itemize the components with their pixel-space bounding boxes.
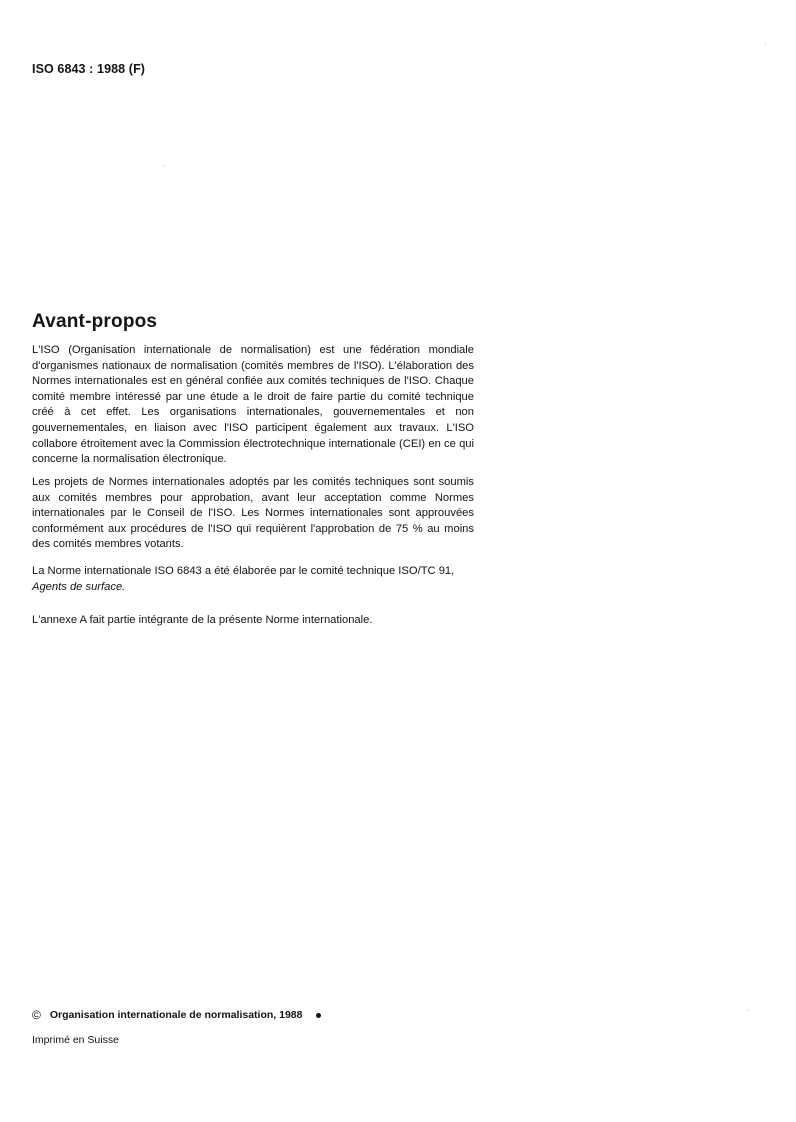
foreword-paragraph-4: L'annexe A fait partie intégrante de la présente Norme internationale.	[32, 614, 373, 626]
foreword-paragraph-3	[32, 564, 474, 595]
bullet-icon	[316, 1013, 321, 1018]
copyright-icon: ©	[32, 1008, 41, 1022]
printed-in: Imprimé en Suisse	[32, 1034, 119, 1046]
foreword-paragraph-1: L'ISO (Organisation internationale de normalisation) est une fédération mondiale d'organismes nationaux de normalisation (comités membres de l'ISO). L'élaboration des Normes internationales est en général confiée aux comités techniques de l'ISO. Chaque comité membre intéressé par une étude a le droit de faire partie du comité technique créé à cet effet. Les organisations internationales, gouvernementales et non gouvernementales, en liaison avec l'ISO participent également aux travaux. L'ISO collabore étroitement avec la Commission électrotechnique internationale (CEI) en ce qui concerne la normalisation électronique.	[32, 344, 474, 466]
committee-name: Agents de surface.	[32, 580, 126, 593]
section-title: Avant-propos	[32, 311, 158, 332]
scan-speck	[163, 165, 164, 166]
scan-speck	[765, 43, 766, 44]
document-code: ISO 6843 : 1988 (F)	[32, 62, 146, 76]
foreword-paragraph-2: Les projets de Normes internationales adoptés par les comités techniques sont soumis aux comités membres pour approbation, avant leur acceptation comme Normes internationales par le Conseil de l'ISO. Les Normes internationales sont approuvées conformément aux procédures de l'ISO qui requièrent l'approbation de 75 % au moins des comités membres votants.	[32, 476, 474, 551]
copyright-text: Organisation internationale de normalisation, 1988	[49, 1009, 303, 1021]
copyright-notice	[32, 1008, 321, 1022]
scan-speck	[748, 1010, 749, 1011]
prepared-by-text: La Norme internationale ISO 6843 a été élaborée par le comité technique ISO/TC 91,	[32, 565, 455, 577]
